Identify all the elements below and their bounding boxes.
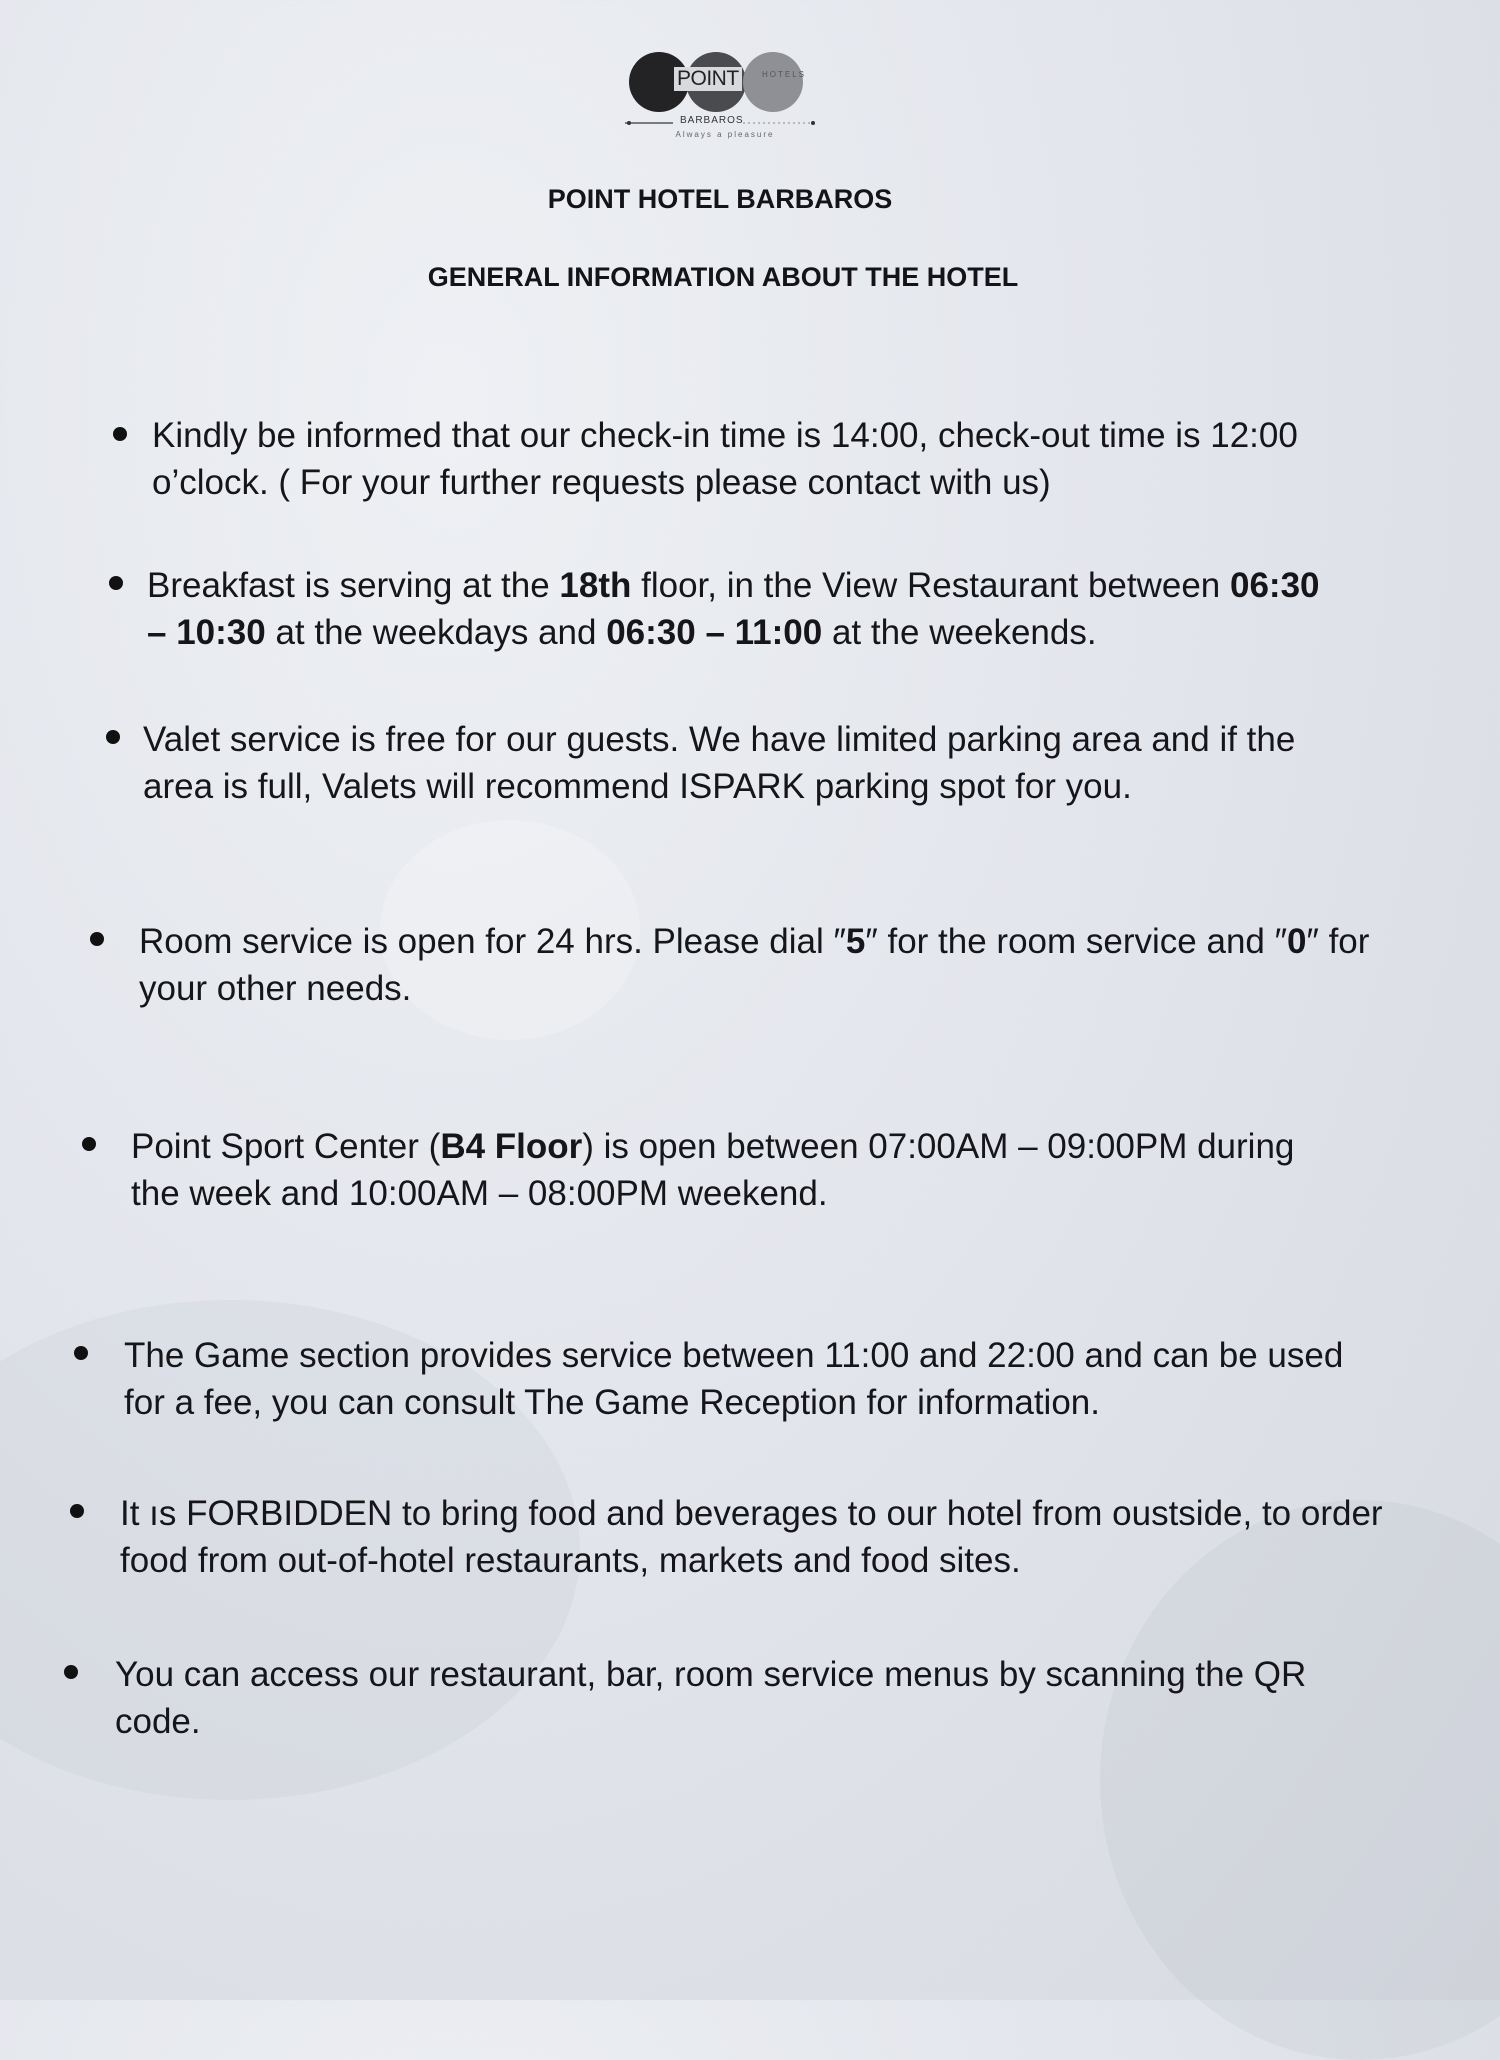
bullet-icon [74,1346,88,1360]
list-item-text: It ıs FORBIDDEN to bring food and beverages to our hotel from oustside, to order food from out-of-hotel restaurants, markets and food sites. [120,1494,1383,1580]
list-item-room-service [139,918,1394,1012]
list-item-breakfast [147,562,1347,656]
bullet-icon [109,576,123,590]
paper-shadow [1100,1500,1500,2060]
bullet-icon [106,730,120,744]
bullet-icon [82,1137,96,1151]
bullet-icon [90,932,104,946]
list-item-text: Kindly be informed that our check-in time is 14:00, check-out time is 12:00 o’clock. ( For your further requests please contact with us) [152,416,1298,502]
bullet-icon [64,1665,78,1679]
bold-weekend-hours: 06:30 – 11:00 [606,613,823,652]
page-title: GENERAL INFORMATION ABOUT THE HOTEL [427,262,1019,292]
list-item-qr-menus [115,1651,1400,1745]
list-item-text: You can access our restaurant, bar, room service menus by scanning the QR code. [115,1655,1307,1741]
logo-location: BARBAROS [680,115,744,126]
bold-dial-0: 0 [1286,922,1307,961]
bold-dial-5: 5 [845,922,866,961]
list-item-text [139,918,1394,1012]
list-item-sport-center [131,1123,1341,1217]
list-item-text: Valet service is free for our guests. We have limited parking area and if the area is full, Valets will recommend ISPARK parking spot for you. [143,720,1296,806]
text-run: Breakfast is serving at the [147,566,560,605]
hotel-logo [625,48,825,148]
bullet-icon [70,1504,84,1518]
text-run: ″ for the room service and ″ [865,922,1287,961]
list-item-food-policy [120,1490,1395,1584]
text-run: at the weekends. [822,613,1097,652]
bold-weekday-hours: 06:30 – 10:30 [147,566,1320,652]
logo-tagline: Always a pleasure [675,130,775,139]
text-run: ″ for your other needs. [139,922,1370,1008]
logo-hotels-label: HOTELS [762,70,807,79]
text-run: floor, in the View Restaurant between [631,566,1230,605]
list-item-checkin [152,412,1322,506]
hotel-name-heading: POINT HOTEL BARBAROS [547,184,893,214]
text-run: Point Sport Center ( [131,1127,441,1166]
bold-floor-b4: B4 Floor [440,1127,583,1166]
list-item-game-section [124,1332,1389,1426]
list-item-text: The Game section provides service between 11:00 and 22:00 and can be used for a fee, you can consult The Game Reception for information. [124,1336,1344,1422]
text-run: at the weekdays and [265,613,607,652]
text-run: Room service is open for 24 hrs. Please dial ″ [139,922,846,961]
logo-word: POINT [674,67,742,91]
text-run: ) is open between 07:00AM – 09:00PM during the week and 10:00AM – 08:00PM weekend. [131,1127,1295,1213]
list-item-text [147,562,1347,656]
bold-floor: 18th [559,566,632,605]
list-item-text [131,1123,1341,1217]
bullet-icon [113,427,127,441]
list-item-valet [143,716,1373,810]
